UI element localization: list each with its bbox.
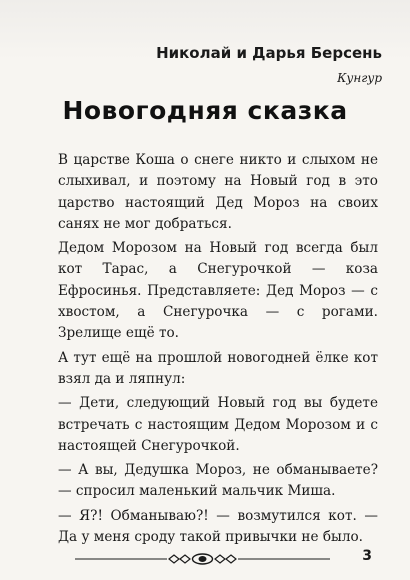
author-city: Кунгур — [337, 71, 382, 85]
story-body — [58, 150, 378, 551]
author-name: Николай и Дарья Берсень — [156, 44, 382, 62]
paragraph: А тут ещё на прошлой новогодней ёлке кот взял да и ляпнул: — [58, 349, 378, 387]
paragraph: В царстве Коша о снеге никто и слыхом не слыхивал, и поэтому на Новый год в это царство настоящий Дед Мороз на своих санях не мог добраться. — [58, 152, 378, 232]
story-title: Новогодняя сказка — [62, 96, 348, 125]
paragraph: — Дети, следующий Новый год вы будете встречать с настоящим Дедом Морозом и с настоящей Снегурочкой. — [58, 395, 378, 454]
footer-ornament-icon — [75, 552, 330, 566]
paragraph: — Я?! Обманываю?! — возмутился кот. — Да у меня сроду такой привычки не было. — [58, 507, 378, 546]
page-number: 3 — [362, 548, 372, 564]
paragraph: — А вы, Дедушка Мороз, не обманываете? — спросил маленький мальчик Миша. — [58, 462, 378, 500]
paragraph: Дедом Морозом на Новый год всегда был кот Тарас, а Снегурочкой — коза Ефросинья. Представляете: Дед Мороз — с хвостом, а Снегурочка — с рогами. Зрелище ещё то. — [58, 240, 378, 342]
